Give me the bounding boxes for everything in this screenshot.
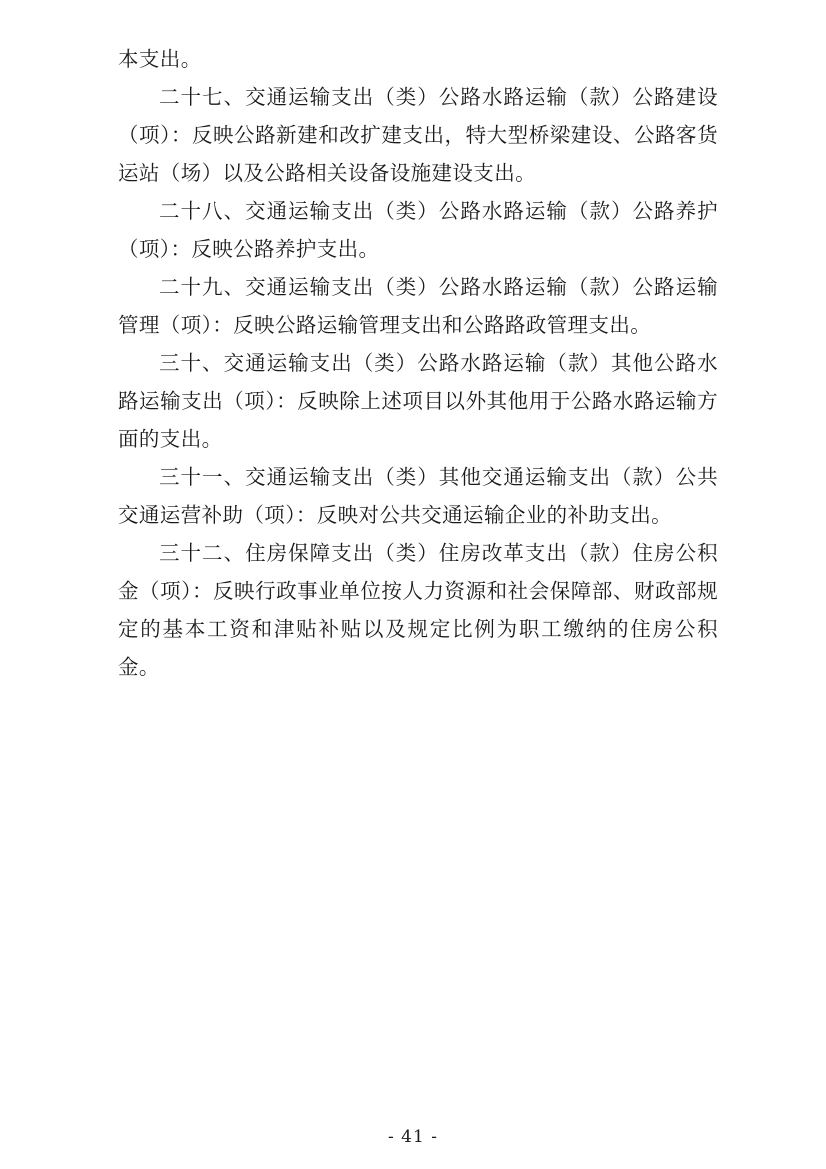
paragraph-27: 二十七、交通运输支出（类）公路水路运输（款）公路建设（项）：反映公路新建和改扩建支出，特大型桥梁建设、公路客货运站（场）以及公路相关设备设施建设支出。 [118,85,718,185]
paragraph-29: 二十九、交通运输支出（类）公路水路运输（款）公路运输管理（项）：反映公路运输管理支出和公路路政管理支出。 [118,275,718,337]
paragraph-32: 三十二、住房保障支出（类）住房改革支出（款）住房公积金（项）：反映行政事业单位按人力资源和社会保障部、财政部规定的基本工资和津贴补贴以及规定比例为职工缴纳的住房公积金。 [118,541,718,679]
paragraph-28: 二十八、交通运输支出（类）公路水路运输（款）公路养护（项）：反映公路养护支出。 [118,199,718,261]
paragraph-30: 三十、交通运输支出（类）公路水路运输（款）其他公路水路运输支出（项）：反映除上述项目以外其他用于公路水路运输方面的支出。 [118,351,718,451]
paragraph-31: 三十一、交通运输支出（类）其他交通运输支出（款）公共交通运营补助（项）：反映对公共交通运输企业的补助支出。 [118,465,718,527]
paragraph-continuation: 本支出。 [118,47,202,71]
page-number: - 41 - [388,1127,438,1147]
document-body [118,40,718,686]
